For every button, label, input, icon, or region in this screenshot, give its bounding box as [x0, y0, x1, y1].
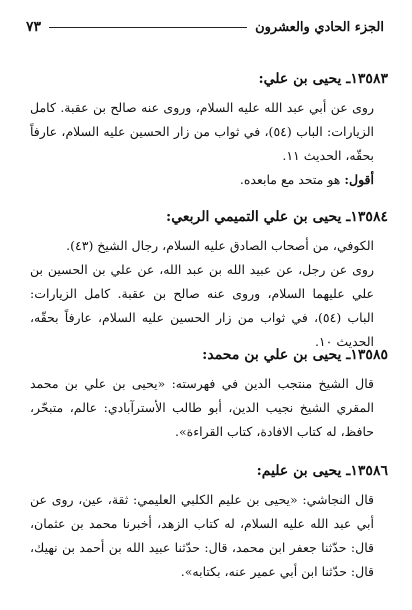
entry-13585	[30, 344, 388, 444]
entry-13583	[30, 68, 388, 192]
entry-title: ١٣٥٨٦ـ يحيى بن عليم:	[256, 463, 388, 479]
entry-13584	[30, 206, 388, 354]
entry-note	[30, 168, 388, 192]
entry-title: ١٣٥٨٤ـ يحيى بن علي التميمي الربعي:	[166, 209, 388, 225]
entry-title: ١٣٥٨٣ـ يحيى بن علي:	[258, 71, 388, 87]
note-label: أقول:	[344, 172, 374, 187]
entry-text: روى عن رجل، عن عبيد الله بن عبد الله، عن علي بن الحسين بن علي عليهما السلام، وروى عنه صالح بن عقبة. كامل الزيارات: الباب (٥٤)، في ثواب من زار الحسين عليه السلام، عارفاً بحقّه، الحديث ١٠.	[30, 262, 375, 349]
note-text: هو متحد مع مابعده.	[239, 172, 341, 187]
entry-text: قال الشيخ منتجب الدين في فهرسته: «يحيى بن علي بن محمد المقري الشيخ نجيب الدين، أبو طالب الأسترآبادي: عالم، متبحّر، حافظ، له كتاب الافادة، كتاب القراءة».	[30, 376, 374, 439]
entry-text: الكوفي، من أصحاب الصادق عليه السلام، رجال الشيخ (٤٣).	[66, 238, 374, 253]
page-header	[26, 14, 384, 40]
entry-title: ١٣٥٨٥ـ يحيى بن علي بن محمد:	[202, 347, 388, 363]
header-rule	[49, 27, 247, 28]
page-number: ٧٣	[26, 19, 42, 35]
entry-text: قال النجاشي: «يحيى بن عليم الكلبي العليمي: ثقة، عين، روى عن أبي عبد الله عليه السلام، له كتاب الزهد، أخبرنا محمد بن عثمان، قال: حدّثنا جعفر ابن محمد، قال: حدّثنا عبيد الله بن أحمد بن نهيك، قال: حدّثنا ابن أبي عمير عنه، بكتابه».	[30, 492, 374, 579]
entry-text: روى عن أبي عبد الله عليه السلام، وروى عنه صالح بن عقبة. كامل الزيارات: الباب (٥٤)، في ثواب من زار الحسين عليه السلام، عارفاً بحقّه، الحديث ١١.	[30, 100, 374, 163]
running-title: الجزء الحادي والعشرون	[255, 19, 384, 35]
entry-13586	[30, 460, 388, 584]
